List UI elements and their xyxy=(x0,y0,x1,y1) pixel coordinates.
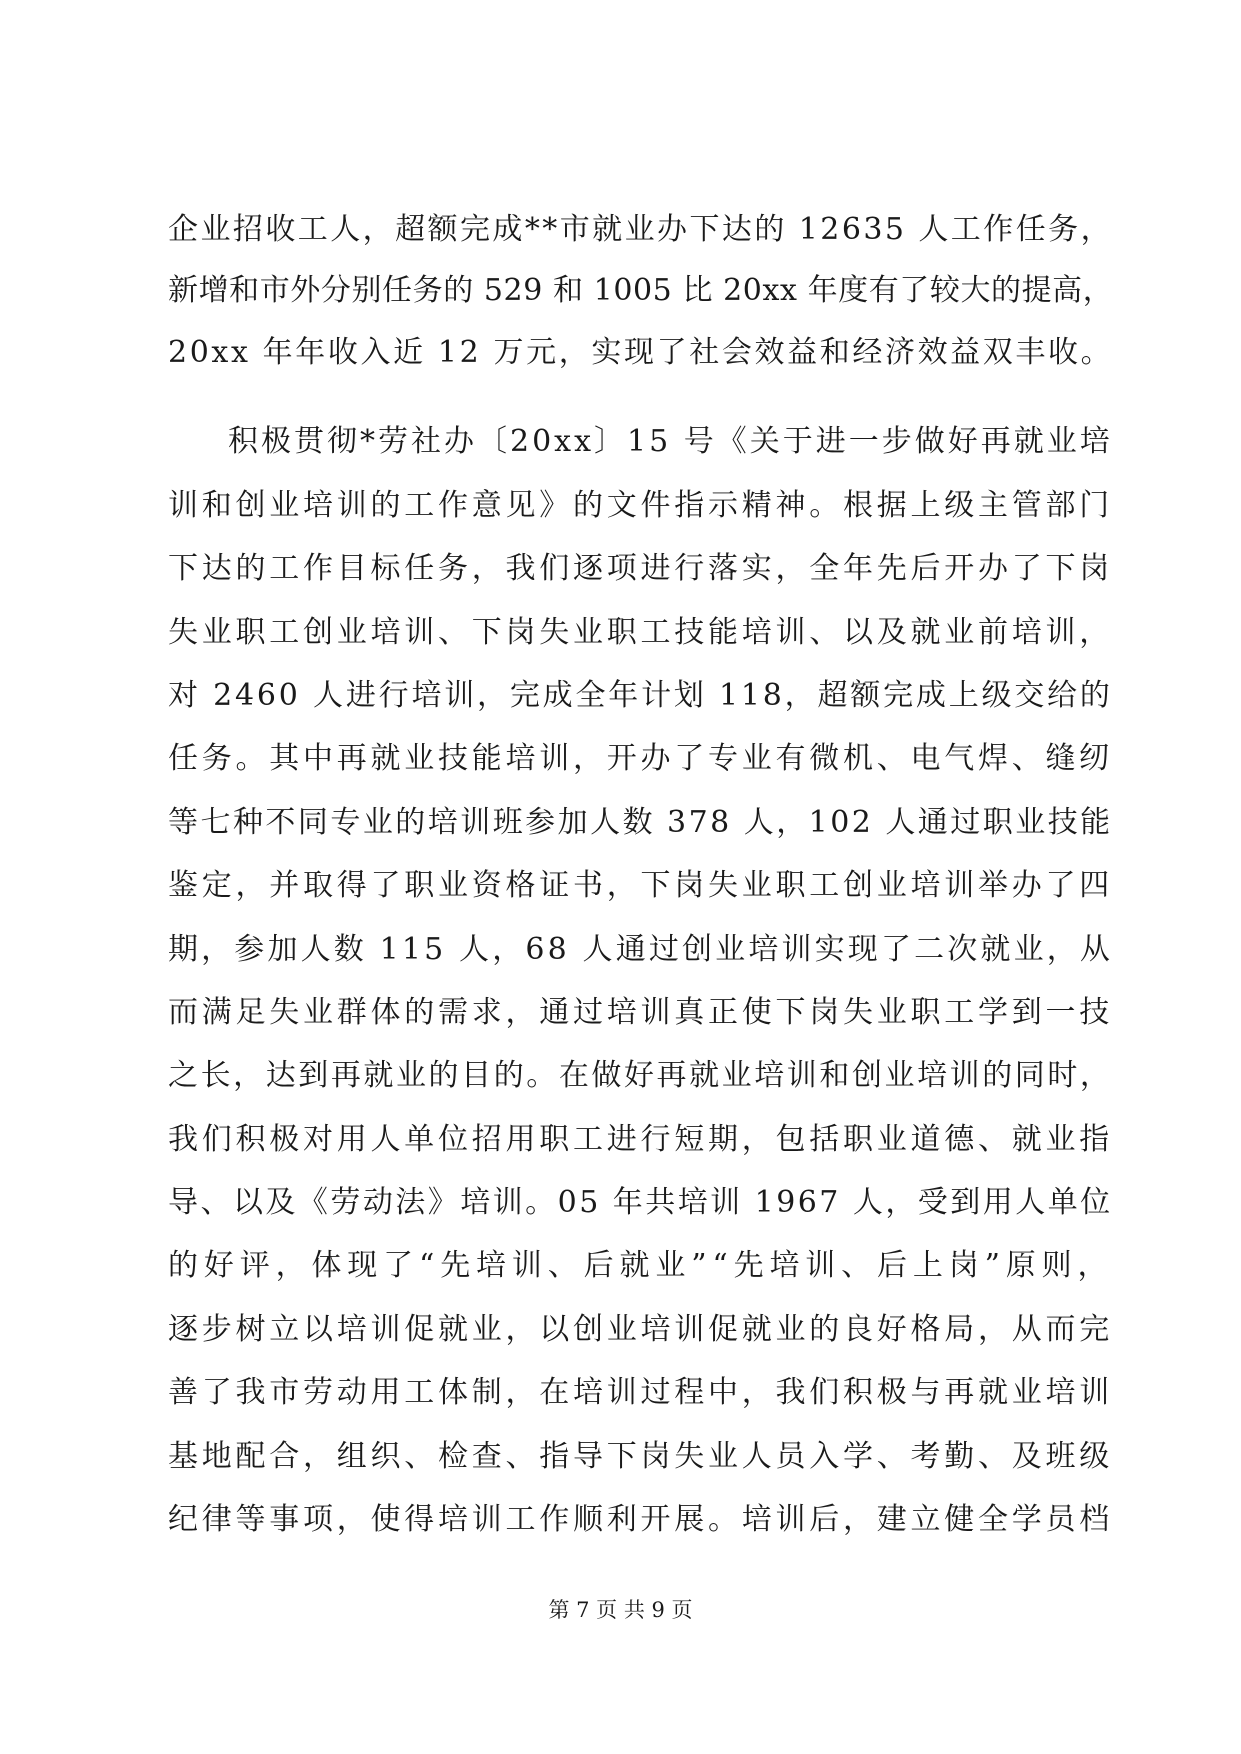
text-line: 失业职工创业培训、下岗失业职工技能培训、以及就业前培训， xyxy=(168,615,1113,650)
text-line: 新增和市外分别任务的 529 和 1005 比 20xx 年度有了较大的提高， xyxy=(168,273,1114,308)
text-line: 期，参加人数 115 人，68 人通过创业培训实现了二次就业，从 xyxy=(168,932,1114,967)
text-line: 善了我市劳动用工体制，在培训过程中，我们积极与再就业培训 xyxy=(168,1375,1113,1410)
text-line: 等七种不同专业的培训班参加人数 378 人，102 人通过职业技能 xyxy=(168,805,1113,840)
text-line: 导、以及《劳动法》培训。05 年共培训 1967 人，受到用人单位 xyxy=(168,1185,1113,1220)
text-line: 基地配合，组织、检查、指导下岗失业人员入学、考勤、及班级 xyxy=(168,1439,1113,1474)
text-line: 对 2460 人进行培训，完成全年计划 118，超额完成上级交给的 xyxy=(168,678,1113,713)
text-line: 纪律等事项，使得培训工作顺利开展。培训后，建立健全学员档 xyxy=(168,1502,1113,1537)
text-line: 训和创业培训的工作意见》的文件指示精神。根据上级主管部门 xyxy=(168,488,1113,523)
paragraph-first-line: 积极贯彻*劳社办〔20xx〕15 号《关于进一步做好再就业培 xyxy=(228,424,1113,459)
text-line: 任务。其中再就业技能培训，开办了专业有微机、电气焊、缝纫 xyxy=(168,741,1113,776)
text-line: 鉴定，并取得了职业资格证书，下岗失业职工创业培训举办了四 xyxy=(168,868,1113,903)
text-line: 下达的工作目标任务，我们逐项进行落实，全年先后开办了下岗 xyxy=(168,551,1113,586)
page-number-footer: 第 7 页 共 9 页 xyxy=(548,1598,693,1622)
text-line: 之长，达到再就业的目的。在做好再就业培训和创业培训的同时， xyxy=(168,1058,1113,1093)
text-line: 20xx 年年收入近 12 万元，实现了社会效益和经济效益双丰收。 xyxy=(168,335,1114,370)
text-line: 企业招收工人，超额完成**市就业办下达的 12635 人工作任务， xyxy=(168,212,1114,247)
text-line: 我们积极对用人单位招用职工进行短期，包括职业道德、就业指 xyxy=(168,1122,1113,1157)
text-line: 的好评，体现了“先培训、后就业”“先培训、后上岗”原则， xyxy=(168,1248,1114,1283)
text-line: 逐步树立以培训促就业，以创业培训促就业的良好格局，从而完 xyxy=(168,1312,1113,1347)
text-line: 而满足失业群体的需求，通过培训真正使下岗失业职工学到一技 xyxy=(168,995,1113,1030)
